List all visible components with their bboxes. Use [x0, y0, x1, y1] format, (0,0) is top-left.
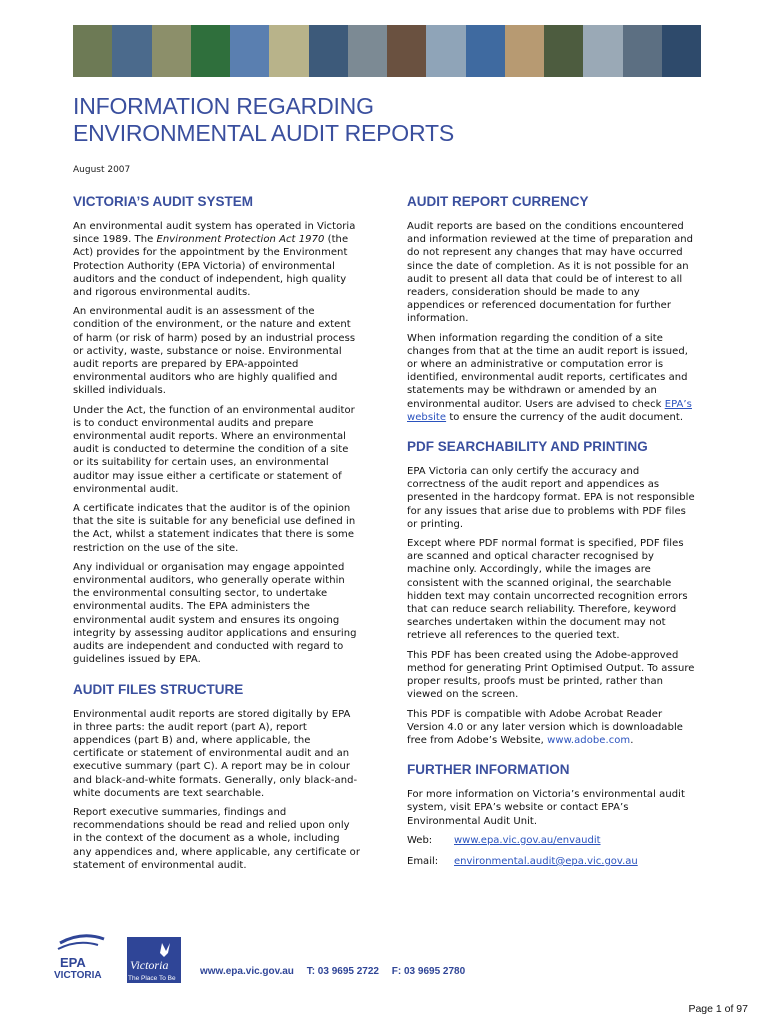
banner-photo-tile	[152, 25, 191, 77]
page-title: INFORMATION REGARDING ENVIRONMENTAL AUDIT REPORTS	[73, 93, 454, 146]
banner-photo-tile	[505, 25, 544, 77]
paragraph: This PDF is compatible with Adobe Acrobat Reader Version 4.0 or any later version which is downloadable free from Adobe’s Website, www.adobe.com.	[407, 708, 684, 746]
section-heading-further-info: FURTHER INFORMATION	[407, 762, 570, 778]
footer-contact	[200, 966, 475, 977]
banner-photo-tile	[466, 25, 505, 77]
paragraph: Any individual or organisation may engage appointed environmental auditors, who generally operate within the environmental consulting sector, to undertake environmental audits. The EPA administers the environmental audit system and ensures its ongoing integrity by assessing auditor applications and ensuring audits are independent and conducted with regard to guidelines issued by EPA.	[73, 561, 357, 666]
epa-victoria-logo	[52, 925, 212, 985]
banner-photo-tile	[348, 25, 387, 77]
web-row	[407, 834, 697, 847]
paragraph: Environmental audit reports are stored digitally by EPA in three parts: the audit report (part A), report appendices (part B) and, where applicable, the certificate or statement of environmental audit and an executive summary (part C). A report may be in colour and black-and-white formats. Generally, only black-and-white documents are text searchable.	[73, 708, 358, 799]
paragraph: Except where PDF normal format is specified, PDF files are scanned and optical character recognised by machine only. Accordingly, while the images are consistent with the scanned original, the searchable hidden text may contain uncorrected recognition errors that can reduce search reliability. Therefore, keyword searches undertaken within the document may not retrieve all references to the queried text.	[407, 538, 688, 642]
victoria-logo-subtext: The Place To Be	[128, 975, 176, 982]
banner-photo-tile	[230, 25, 269, 77]
email-label: Email:	[407, 855, 439, 867]
section-heading-report-currency: AUDIT REPORT CURRENCY	[407, 194, 589, 209]
paragraph: An environmental audit is an assessment of the condition of the environment, or the nature and extent of harm (or risk of harm) posed by an industrial process or activity, waste, substance or noise. Environmental audit reports are prepared by EPA-appointed environmental auditors who are highly qualified and skilled individuals.	[73, 306, 356, 397]
footer-fax: F: 03 9695 2780	[391, 966, 466, 977]
footer-website[interactable]: www.epa.vic.gov.au	[200, 966, 294, 977]
banner-photo-tile	[112, 25, 151, 77]
paragraph: For more information on Victoria’s environmental audit system, visit EPA’s website or contact EPA’s Environmental Audit Unit.	[407, 789, 685, 827]
epa-logo-text: EPA	[60, 955, 86, 970]
paragraph: Report executive summaries, findings and recommendations should be read and relied upon only in the context of the document as a whole, including any appendices and, where applicable, any certificate or statement of environmental audit.	[73, 806, 360, 871]
banner-photo-tile	[269, 25, 308, 77]
epa-website-link[interactable]: EPA’s website	[407, 398, 692, 423]
banner-photo-tile	[623, 25, 662, 77]
email-link[interactable]: environmental.audit@epa.vic.gov.au	[454, 855, 638, 867]
banner-photo-tile	[426, 25, 465, 77]
left-column	[73, 194, 361, 878]
banner-photo-tile	[73, 25, 112, 77]
paragraph: This PDF has been created using the Adobe-approved method for generating Print Optimised Output. To assure proper results, proofs must be printed, rather than viewed on the screen.	[407, 649, 695, 701]
banner-photo-tile	[662, 25, 701, 77]
web-link[interactable]: www.epa.vic.gov.au/envaudit	[454, 834, 601, 846]
paragraph: A certificate indicates that the auditor is of the opinion that the site is suitable for any beneficial use defined in the Act, whilst a statement indicates that there is some restriction on the use of the site.	[73, 503, 356, 554]
banner-photo-tile	[191, 25, 230, 77]
email-row	[407, 855, 697, 868]
banner-photo-tile	[309, 25, 348, 77]
page-number: Page 1 of 97	[688, 1003, 748, 1015]
paragraph: An environmental audit system has operated in Victoria since 1989. The Environment Protection Act 1970 (the Act) provides for the appointment by the Environment Protection Authority (EPA Victoria) of environmental auditors and the conduct of independent, high quality and rigorous environmental audits.	[73, 221, 356, 299]
footer-phone: T: 03 9695 2722	[306, 966, 379, 977]
section-heading-pdf-searchability: PDF SEARCHABILITY AND PRINTING	[407, 439, 648, 455]
paragraph: Under the Act, the function of an environmental auditor is to conduct environmental audits and prepare environmental audit reports. Where an environmental audit is conducted to determine the condition of a site or its suitability for certain uses, an environmental auditor may issue either a certificate or statement of environmental audit.	[73, 404, 355, 495]
section-heading-audit-files: AUDIT FILES STRUCTURE	[73, 681, 244, 697]
paragraph: EPA Victoria can only certify the accuracy and correctness of the audit report and appendices as presented in the hardcopy format. EPA is not responsible for any issues that arise due to problems with PDF files or printing.	[407, 466, 695, 530]
section-heading-audit-system: VICTORIA’S AUDIT SYSTEM	[73, 194, 254, 209]
victoria-logo-text: Victoria	[130, 958, 169, 972]
banner-photo-tile	[387, 25, 426, 77]
adobe-website-link[interactable]: www.adobe.com	[547, 734, 631, 746]
web-label: Web:	[407, 834, 433, 846]
header-banner	[73, 25, 701, 77]
paragraph: When information regarding the condition of a site changes from that at the time an audit report is issued, or where an administrative or computation error is identified, environmental audit reports, certificates and statements may be withdrawn or amended by an environmental auditor. Users are advised to check EPA’s website to ensure the currency of the audit document.	[407, 332, 692, 423]
epa-logo-subtext: VICTORIA	[54, 970, 102, 981]
document-date: August 2007	[73, 165, 131, 175]
banner-photo-tile	[544, 25, 583, 77]
paragraph: Audit reports are based on the conditions encountered and information reviewed at the time of preparation and do not represent any changes that may have occurred since the date of completion. As it is not possible for an audit to present all data that could be of interest to all readers, consideration should be made to any appendices or referenced documentation for further information.	[407, 221, 694, 325]
right-column	[407, 194, 697, 876]
banner-photo-tile	[583, 25, 622, 77]
